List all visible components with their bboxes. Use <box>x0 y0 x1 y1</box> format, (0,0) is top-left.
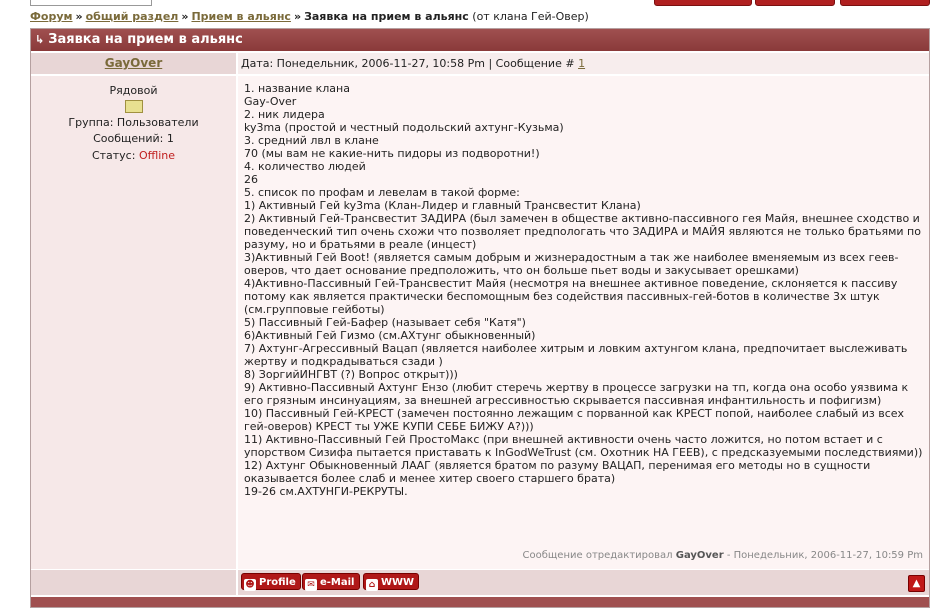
post-line: 1. название клана <box>244 82 350 95</box>
post-line: 3)Активный Гей Boot! (является самым добрым и жизнерадостным а так же наиболее вменяемым из всех геев-оверов, что дает основание предположить, что он больше пьет воды и закусывает орешками) <box>244 251 899 277</box>
post-line: 8) ЗоргийИНГВТ (?) Вопрос открыт))) <box>244 368 458 381</box>
post-line: 7) Ахтунг-Агрессивный Вацап (является наиболее хитрым и ловким ахтунгом клана, предпочитает выслеживать жертву и подкрадываться сзади ) <box>244 342 908 368</box>
post-line: 5. список по профам и левелам в такой форме: <box>244 186 520 199</box>
author-info <box>31 76 236 569</box>
post-line: 12) Ахтунг Обыкновенный ЛААГ (является братом по разуму ВАЦАП, перенимая его методы но в сущности оказывается более слаб и менее хитер своего старшего брата) <box>244 459 871 485</box>
breadcrumb-forum[interactable]: Форум <box>30 10 73 23</box>
breadcrumb <box>30 10 589 23</box>
author-cell <box>31 53 236 74</box>
author-post-count: Сообщений: 1 <box>93 132 174 145</box>
breadcrumb-suffix: (от клана Гей-Овер) <box>472 10 589 23</box>
author-name-link[interactable]: GayOver <box>104 56 163 70</box>
footer-left-cell <box>31 570 236 595</box>
post-line: 5) Пассивный Гей-Бафер (называет себя "Катя") <box>244 316 526 329</box>
home-icon: ⌂ <box>366 579 378 591</box>
post-line: 70 (мы вам не какие-нить пидоры из подворотни!) <box>244 147 540 160</box>
post-line: 26 <box>244 173 258 186</box>
post-line: 2) Активный Гей-Трансвестит ЗАДИРА (был замечен в обществе активно-пассивного гея Майя, внешнее сходство и поведенческий тип очень схожи что позволяет предпологать что ЗАДИРА и МАЙЯ являются не только братьями по разуму, но и братьями в реале (инцест) <box>244 212 921 251</box>
top-button-3[interactable] <box>840 0 930 6</box>
profile-button[interactable] <box>241 573 301 590</box>
email-button[interactable] <box>302 573 360 590</box>
post-line: 19-26 см.АХТУНГИ-РЕКРУТЫ. <box>244 485 408 498</box>
post-header-row <box>31 53 929 74</box>
edited-prefix: Сообщение отредактировал <box>522 550 673 561</box>
edited-note <box>523 550 924 561</box>
post-line: 3. средний лвл в клане <box>244 134 379 147</box>
edited-suffix: - Понедельник, 2006-11-27, 10:59 Pm <box>726 550 923 561</box>
user-icon: ☻ <box>245 580 255 590</box>
profile-label: Profile <box>259 577 296 588</box>
post-line: 9) Активно-Пассивный Ахтунг Ензо (любит стеречь жертву в процессе загрузки на тп, когда она особо уязвима к его грязным инсинуациям, за внешней агрессивностью скрывается пассивная инфантильность и пофигизм) <box>244 381 909 407</box>
email-label: e-Mail <box>320 577 355 588</box>
post-line: 11) Активно-Пассивный Гей ПростоМакс (при внешней активности очень часто ложится, но потом встает и с упорством Сизифа пытается приставать к InGodWeTrust (см. Охотник НА ГЕЕВ), с предсказуемыми последствиями)) <box>244 433 923 459</box>
post-line: 10) Пассивный Гей-КРЕСТ (замечен постоянно лежащим с порванной как КРЕСТ попой, наиболее слабый из всех гей-оверов) КРЕСТ ты УЖЕ КУПИ СЕБЕ БИЖУ А?))) <box>244 407 905 433</box>
post-date: Дата: Понедельник, 2006-11-27, 10:58 Pm | Сообщение # <box>241 57 575 70</box>
edited-by: GayOver <box>675 550 724 561</box>
post-line: ky3ma (простой и честный подольский ахтунг-Кузьма) <box>244 121 564 134</box>
status-value: Offline <box>138 149 176 162</box>
envelope-icon: ✉ <box>305 579 317 591</box>
breadcrumb-separator: » <box>293 10 302 23</box>
breadcrumb-alliance[interactable]: Прием в альянс <box>191 10 291 23</box>
post-line: Gay-Over <box>244 95 297 108</box>
post-line: 4. количество людей <box>244 160 366 173</box>
status-label: Статус: <box>91 149 136 162</box>
panel-title: Заявка на прием в альянс <box>48 32 243 47</box>
post-line: 2. ник лидера <box>244 108 325 121</box>
post-panel <box>30 28 930 608</box>
breadcrumb-separator: » <box>75 10 83 23</box>
breadcrumb-current: Заявка на прием в альянс <box>304 10 469 23</box>
rank-icon <box>125 100 143 113</box>
message-number-link[interactable]: 1 <box>578 57 586 70</box>
date-cell <box>238 53 929 74</box>
www-button[interactable] <box>363 573 419 590</box>
footer-right-cell <box>238 570 929 595</box>
top-button-2[interactable] <box>755 0 835 6</box>
panel-header <box>31 29 929 51</box>
breadcrumb-general[interactable]: общий раздел <box>85 10 179 23</box>
post-footer-row <box>31 570 929 595</box>
www-label: WWW <box>381 577 415 588</box>
post-line: 6)Активный Гей Гизмо (см.АХтунг обыкновенный) <box>244 329 536 342</box>
breadcrumb-separator: » <box>181 10 189 23</box>
post-content <box>238 76 929 569</box>
post-body <box>244 82 924 498</box>
top-button-1[interactable] <box>654 0 752 6</box>
author-rank: Рядовой <box>109 84 158 97</box>
post-line: 1) Активный Гей ky3ma (Клан-Лидер и главный Трансвестит Клана) <box>244 199 641 212</box>
top-search-input[interactable] <box>30 0 152 6</box>
corner-arrow-icon: ↳ <box>35 33 45 46</box>
author-status <box>31 149 236 163</box>
post-line: 4)Активно-Пассивный Гей-Трансвестит Майя (несмотря на внешнее активное поведение, склоняется к пассиву потому как является практически беспомощным без содействия пассивных-гей-ботов в количестве 3х штук (см.групповые гейботы) <box>244 277 898 316</box>
arrow-up-icon[interactable]: ▲ <box>908 575 925 592</box>
author-group: Группа: Пользователи <box>68 116 199 129</box>
